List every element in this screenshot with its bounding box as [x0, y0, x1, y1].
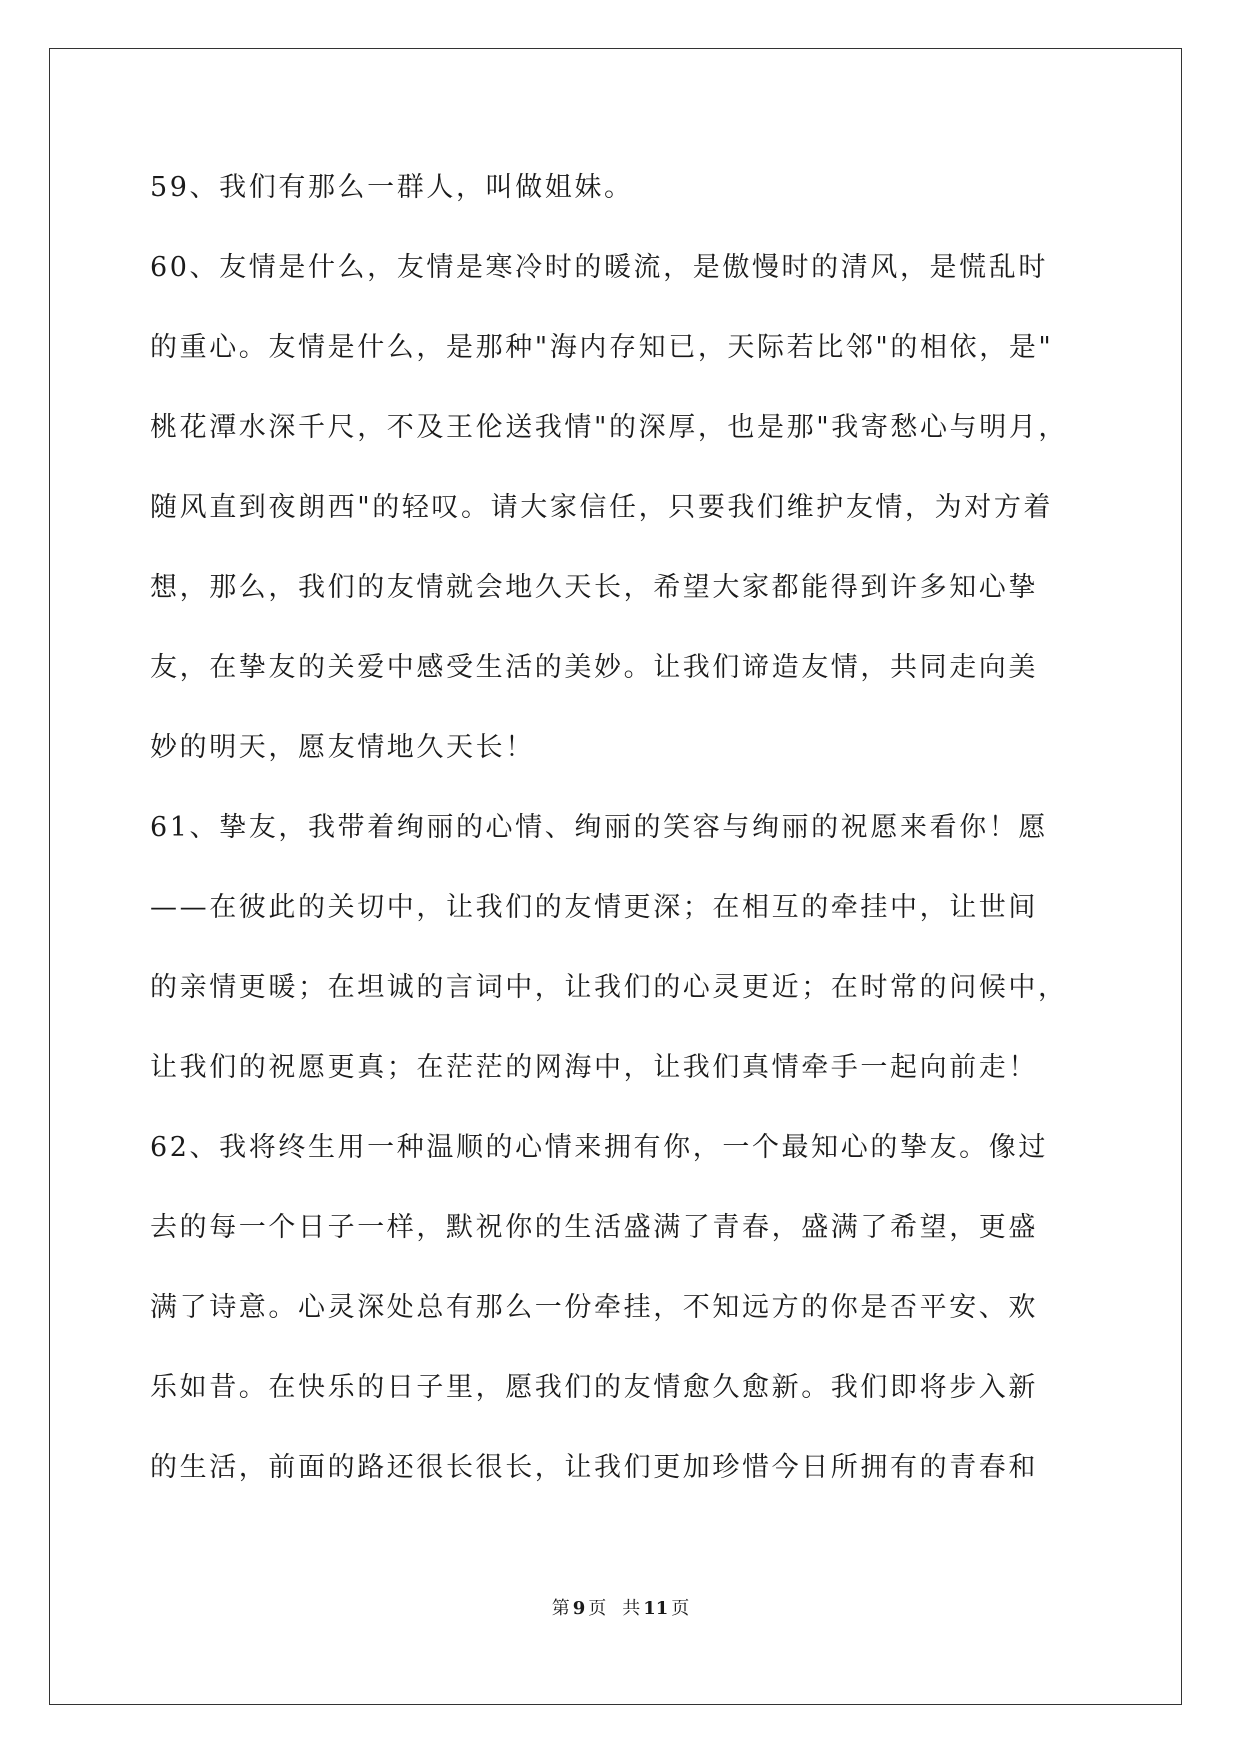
- text-line: 的亲情更暖；在坦诚的言词中，让我们的心灵更近；在时常的问候中，: [150, 972, 1068, 1003]
- text-line: 随风直到夜朗西"的轻叹。请大家信任，只要我们维护友情，为对方着: [150, 492, 1054, 523]
- page-prefix: 第: [551, 1598, 570, 1619]
- text-line: 的生活，前面的路还很长很长，让我们更加珍惜今日所拥有的青春和: [150, 1452, 1038, 1483]
- text-line: 乐如昔。在快乐的日子里，愿我们的友情愈久愈新。我们即将步入新: [150, 1372, 1038, 1403]
- text-line: 60、友情是什么，友情是寒冷时的暖流，是傲慢时的清风，是慌乱时: [150, 252, 1048, 283]
- text-line: 59、我们有那么一群人，叫做姐妹。: [150, 172, 634, 203]
- text-line: 桃花潭水深千尺，不及王伦送我情"的深厚，也是那"我寄愁心与明月，: [150, 412, 1069, 443]
- text-line: 妙的明天，愿友情地久天长！: [150, 732, 535, 763]
- page-number: 9: [572, 1598, 586, 1619]
- text-line: ——在彼此的关切中，让我们的友情更深；在相互的牵挂中，让世间: [150, 892, 1038, 923]
- text-line: 去的每一个日子一样，默祝你的生活盛满了青春，盛满了希望，更盛: [150, 1212, 1038, 1243]
- text-line: 让我们的祝愿更真；在茫茫的网海中，让我们真情牵手一起向前走！: [150, 1052, 1038, 1083]
- total-prefix: 共: [622, 1598, 641, 1619]
- text-line: 满了诗意。心灵深处总有那么一份牵挂，不知远方的你是否平安、欢: [150, 1292, 1038, 1323]
- page-footer: [0, 1598, 1241, 1620]
- text-line: 62、我将终生用一种温顺的心情来拥有你，一个最知心的挚友。像过: [150, 1132, 1048, 1163]
- text-line: 的重心。友情是什么，是那种"海内存知已，天际若比邻"的相依，是": [150, 332, 1054, 363]
- text-line: 61、挚友，我带着绚丽的心情、绚丽的笑容与绚丽的祝愿来看你！愿: [150, 812, 1048, 843]
- text-line: 友，在挚友的关爱中感受生活的美妙。让我们谛造友情，共同走向美: [150, 652, 1038, 683]
- total-suffix: 页: [671, 1598, 690, 1619]
- text-line: 想，那么，我们的友情就会地久天长，希望大家都能得到许多知心挚: [150, 572, 1038, 603]
- page-suffix: 页: [588, 1598, 607, 1619]
- total-pages: 11: [643, 1598, 669, 1619]
